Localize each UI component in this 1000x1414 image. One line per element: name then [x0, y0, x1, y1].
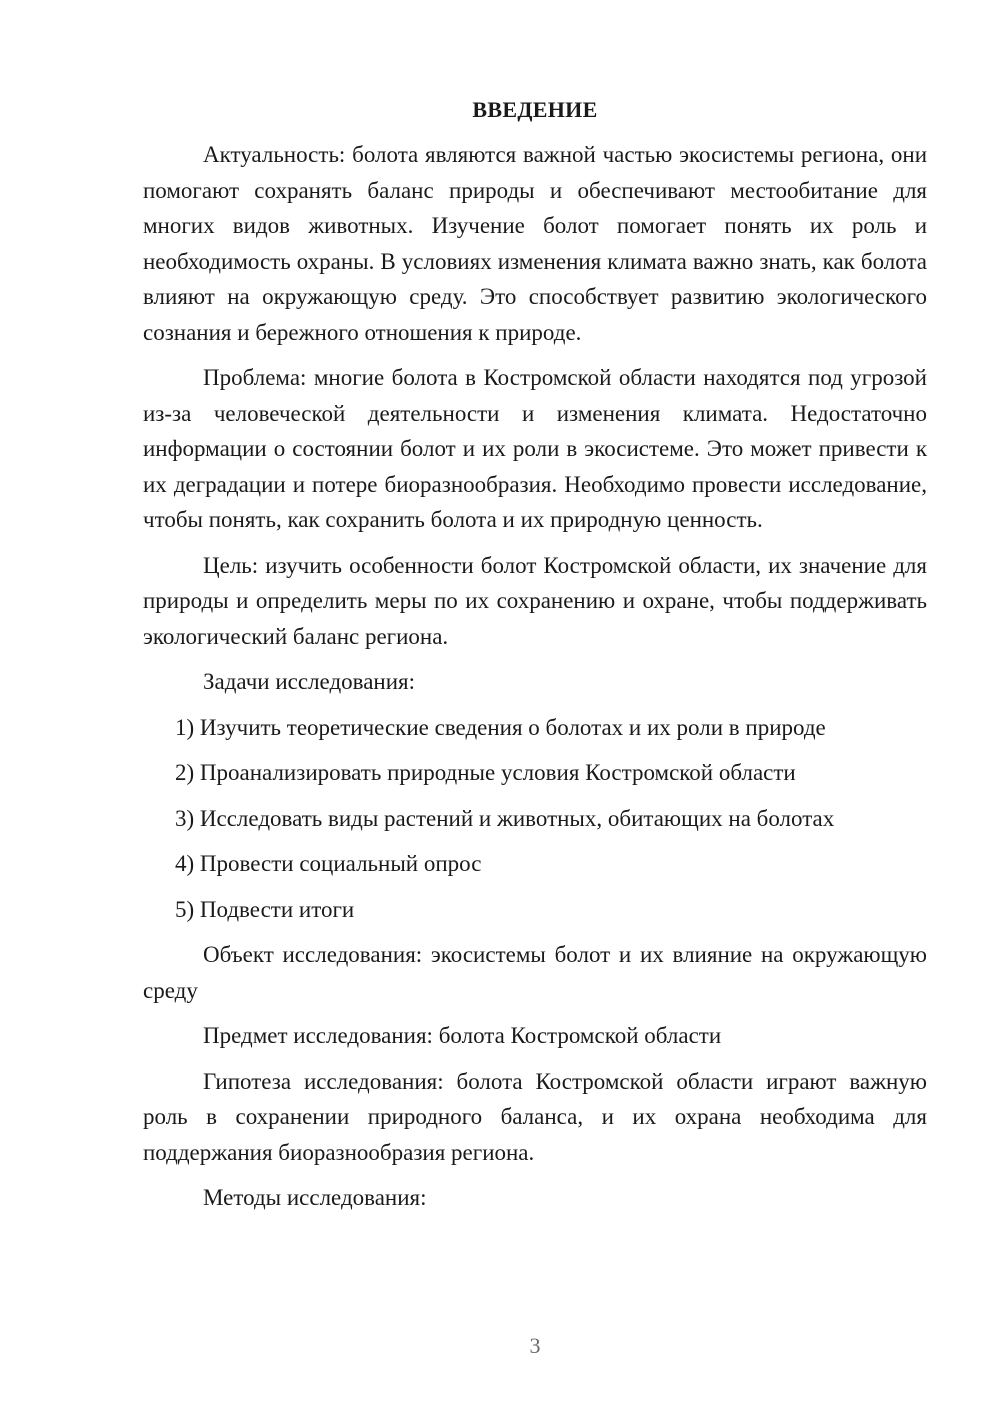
hypothesis-paragraph: Гипотеза исследования: болота Костромской области играют важную роль в сохранении природного баланса, и их охрана необходима для поддержания биоразнообразия региона. — [143, 1068, 927, 1165]
goal-paragraph: Цель: изучить особенности болот Костромской области, их значение для природы и определить меры по их сохранению и охране, чтобы поддерживать экологический баланс региона. — [143, 552, 927, 649]
task-item: 1) Изучить теоретические сведения о болотах и их роли в природе — [175, 714, 826, 740]
methods-heading: Методы исследования: — [203, 1185, 427, 1210]
problem-paragraph: Проблема: многие болота в Костромской области находятся под угрозой из-за человеческой деятельности и изменения климата. Недостаточно информации о состоянии болот и их роли в экосистеме. Это может привести к их деградации и потере биоразнообразия. Необходимо провести исследование, чтобы понять, как сохранить болота и их природную ценность. — [143, 365, 927, 532]
object-paragraph: Объект исследования: экосистемы болот и их влияние на окружающую среду — [143, 942, 927, 1003]
tasks-heading: Задачи исследования: — [203, 669, 416, 694]
subject-paragraph: Предмет исследования: болота Костромской области — [203, 1023, 722, 1048]
document-page — [143, 95, 927, 1216]
task-item: 3) Исследовать виды растений и животных, обитающих на болотах — [175, 805, 835, 831]
task-item: 2) Проанализировать природные условия Костромской области — [175, 760, 796, 785]
task-item: 4) Провести социальный опрос — [175, 851, 482, 876]
tasks-list — [143, 710, 927, 928]
relevance-paragraph: Актуальность: болота являются важной частью экосистемы региона, они помогают сохранять баланс природы и обеспечивают местообитание для многих видов животных. Изучение болот помогает понять их роль и необходимость охраны. В условиях изменения климата важно знать, как болота влияют на окружающую среду. Это способствует развитию экологического сознания и бережного отношения к природе. — [143, 142, 927, 345]
task-item: 5) Подвести итоги — [175, 896, 355, 922]
page-number: 3 — [529, 1333, 541, 1358]
page-title: ВВЕДЕНИЕ — [472, 97, 598, 122]
